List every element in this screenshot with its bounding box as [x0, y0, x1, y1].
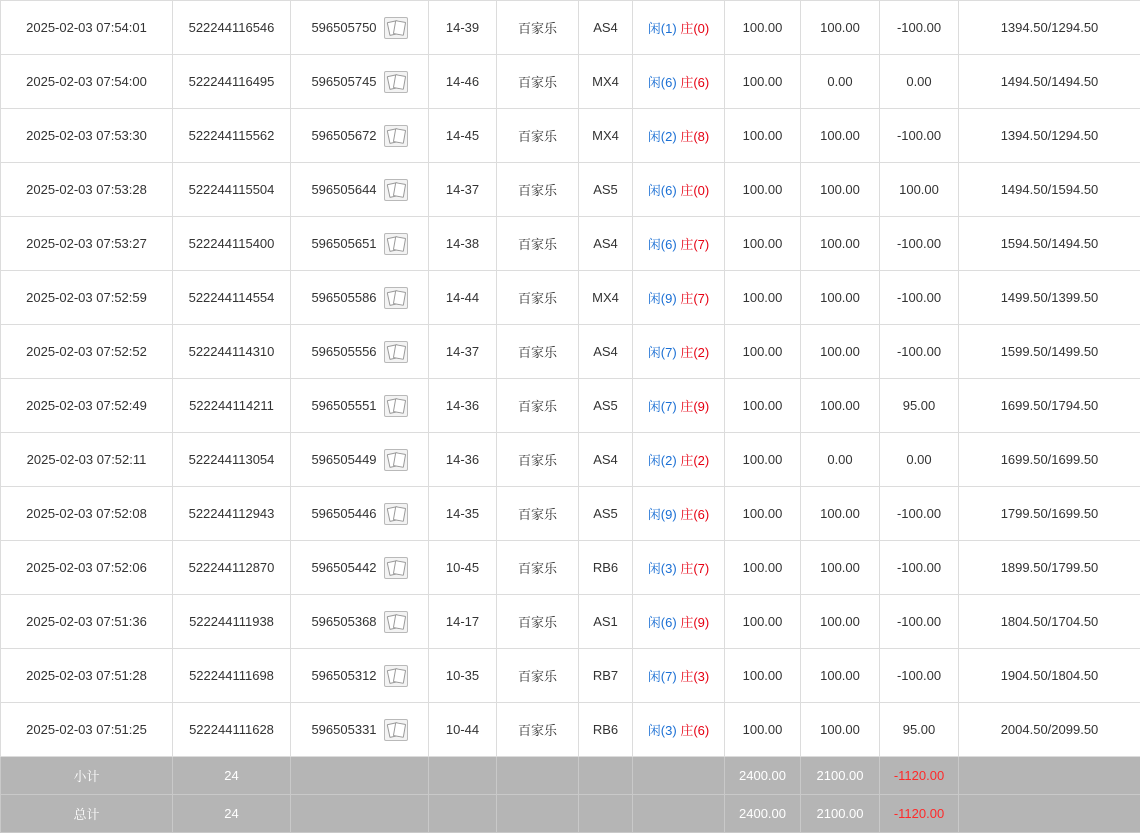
cell-valid-amount: 100.00 — [801, 541, 880, 595]
cell-time: 2025-02-03 07:52:06 — [1, 541, 173, 595]
round-no-text: 596505750 — [311, 20, 376, 35]
cell-round-no — [291, 649, 429, 703]
subtotal-blank-game — [497, 757, 579, 795]
cell-seat: AS5 — [579, 379, 633, 433]
cell-table-no: 10-44 — [429, 703, 497, 757]
cell-amount[interactable]: 100.00 — [725, 217, 801, 271]
cell-valid-amount: 100.00 — [801, 217, 880, 271]
cell-result: 95.00 — [880, 379, 959, 433]
subtotal-blank-round — [291, 757, 429, 795]
playing-cards-icon[interactable] — [384, 719, 408, 741]
cell-table-no: 14-46 — [429, 55, 497, 109]
cell-bet — [633, 595, 725, 649]
bet-banker-label: 庄(7) — [680, 291, 709, 306]
total-blank-balance — [959, 795, 1140, 833]
cell-round-no — [291, 325, 429, 379]
cell-amount[interactable]: 100.00 — [725, 109, 801, 163]
cell-time: 2025-02-03 07:53:30 — [1, 109, 173, 163]
cell-balance: 1494.50/1594.50 — [959, 163, 1140, 217]
total-row — [1, 795, 1140, 833]
cell-game: 百家乐 — [497, 163, 579, 217]
bet-player-label: 闲(2) — [648, 453, 677, 468]
cell-valid-amount: 100.00 — [801, 1, 880, 55]
cell-valid-amount: 100.00 — [801, 595, 880, 649]
cell-round-no — [291, 55, 429, 109]
cell-round-no — [291, 541, 429, 595]
cell-table-no: 14-45 — [429, 109, 497, 163]
cell-bet — [633, 433, 725, 487]
round-no-text: 596505556 — [311, 344, 376, 359]
table-row — [1, 649, 1140, 703]
cell-bet — [633, 325, 725, 379]
cell-result: 0.00 — [880, 433, 959, 487]
cell-balance: 1699.50/1699.50 — [959, 433, 1140, 487]
bet-player-label: 闲(6) — [648, 237, 677, 252]
cell-order-no: 522244115504 — [173, 163, 291, 217]
cell-game: 百家乐 — [497, 487, 579, 541]
playing-cards-icon[interactable] — [384, 449, 408, 471]
total-count: 24 — [173, 795, 291, 833]
total-blank-bet — [633, 795, 725, 833]
cell-round-no — [291, 1, 429, 55]
cell-time: 2025-02-03 07:54:00 — [1, 55, 173, 109]
cell-bet — [633, 217, 725, 271]
cell-order-no: 522244113054 — [173, 433, 291, 487]
bet-banker-label: 庄(6) — [680, 507, 709, 522]
round-no-text: 596505672 — [311, 128, 376, 143]
bet-banker-label: 庄(2) — [680, 453, 709, 468]
total-result: -1120.00 — [880, 795, 959, 833]
cell-game: 百家乐 — [497, 433, 579, 487]
cell-result: -100.00 — [880, 325, 959, 379]
cell-order-no: 522244111628 — [173, 703, 291, 757]
cell-time: 2025-02-03 07:52:52 — [1, 325, 173, 379]
round-no-text: 596505368 — [311, 614, 376, 629]
bet-player-label: 闲(7) — [648, 345, 677, 360]
cell-balance: 1699.50/1794.50 — [959, 379, 1140, 433]
subtotal-amount: 2400.00 — [725, 757, 801, 795]
cell-seat: AS5 — [579, 487, 633, 541]
bet-banker-label: 庄(2) — [680, 345, 709, 360]
cell-game: 百家乐 — [497, 217, 579, 271]
round-no-text: 596505651 — [311, 236, 376, 251]
subtotal-valid-amount: 2100.00 — [801, 757, 880, 795]
cell-time: 2025-02-03 07:51:36 — [1, 595, 173, 649]
cell-round-no — [291, 595, 429, 649]
cell-game: 百家乐 — [497, 325, 579, 379]
cell-amount[interactable]: 100.00 — [725, 271, 801, 325]
cell-bet — [633, 109, 725, 163]
cell-result: 0.00 — [880, 55, 959, 109]
round-no-text: 596505442 — [311, 560, 376, 575]
total-blank-round — [291, 795, 429, 833]
subtotal-blank-seat — [579, 757, 633, 795]
cell-table-no: 14-17 — [429, 595, 497, 649]
cell-amount[interactable]: 100.00 — [725, 325, 801, 379]
cell-order-no: 522244115562 — [173, 109, 291, 163]
cell-balance: 1494.50/1494.50 — [959, 55, 1140, 109]
cell-seat: AS4 — [579, 433, 633, 487]
cell-result: -100.00 — [880, 649, 959, 703]
bet-banker-label: 庄(0) — [680, 21, 709, 36]
cell-time: 2025-02-03 07:54:01 — [1, 1, 173, 55]
cell-result: -100.00 — [880, 487, 959, 541]
table-row — [1, 487, 1140, 541]
cell-valid-amount: 100.00 — [801, 325, 880, 379]
bet-banker-label: 庄(6) — [680, 75, 709, 90]
cell-result: -100.00 — [880, 271, 959, 325]
cell-seat: MX4 — [579, 271, 633, 325]
cell-valid-amount: 0.00 — [801, 433, 880, 487]
cell-valid-amount: 100.00 — [801, 271, 880, 325]
cell-order-no: 522244111698 — [173, 649, 291, 703]
bet-banker-label: 庄(7) — [680, 237, 709, 252]
bet-player-label: 闲(1) — [648, 21, 677, 36]
cell-game: 百家乐 — [497, 55, 579, 109]
cell-order-no: 522244116495 — [173, 55, 291, 109]
cell-balance: 1394.50/1294.50 — [959, 109, 1140, 163]
subtotal-blank-balance — [959, 757, 1140, 795]
cell-amount[interactable]: 100.00 — [725, 379, 801, 433]
playing-cards-icon[interactable] — [384, 179, 408, 201]
cell-balance: 1799.50/1699.50 — [959, 487, 1140, 541]
playing-cards-icon[interactable] — [384, 395, 408, 417]
playing-cards-icon[interactable] — [384, 17, 408, 39]
cell-time: 2025-02-03 07:51:28 — [1, 649, 173, 703]
cell-order-no: 522244111938 — [173, 595, 291, 649]
cell-result: 95.00 — [880, 703, 959, 757]
bet-player-label: 闲(6) — [648, 615, 677, 630]
cell-balance: 1804.50/1704.50 — [959, 595, 1140, 649]
table-row — [1, 163, 1140, 217]
table-row — [1, 595, 1140, 649]
cell-valid-amount: 100.00 — [801, 163, 880, 217]
cell-valid-amount: 100.00 — [801, 703, 880, 757]
cell-game: 百家乐 — [497, 703, 579, 757]
bet-banker-label: 庄(9) — [680, 615, 709, 630]
cell-table-no: 14-36 — [429, 433, 497, 487]
cell-order-no: 522244116546 — [173, 1, 291, 55]
bet-player-label: 闲(9) — [648, 507, 677, 522]
playing-cards-icon[interactable] — [384, 287, 408, 309]
bet-player-label: 闲(3) — [648, 561, 677, 576]
table-row — [1, 271, 1140, 325]
table-row — [1, 1, 1140, 55]
cell-bet — [633, 163, 725, 217]
playing-cards-icon[interactable] — [384, 233, 408, 255]
round-no-text: 596505312 — [311, 668, 376, 683]
cell-order-no: 522244115400 — [173, 217, 291, 271]
cell-table-no: 14-37 — [429, 325, 497, 379]
cell-order-no: 522244112870 — [173, 541, 291, 595]
cell-table-no: 14-39 — [429, 1, 497, 55]
playing-cards-icon[interactable] — [384, 665, 408, 687]
cell-game: 百家乐 — [497, 541, 579, 595]
cell-game: 百家乐 — [497, 649, 579, 703]
playing-cards-icon[interactable] — [384, 341, 408, 363]
table-row — [1, 379, 1140, 433]
cell-bet — [633, 379, 725, 433]
cell-bet — [633, 541, 725, 595]
cell-time: 2025-02-03 07:52:11 — [1, 433, 173, 487]
cell-result: 100.00 — [880, 163, 959, 217]
subtotal-blank-table — [429, 757, 497, 795]
cell-game: 百家乐 — [497, 271, 579, 325]
cell-round-no — [291, 487, 429, 541]
bet-player-label: 闲(6) — [648, 183, 677, 198]
table-row — [1, 541, 1140, 595]
cell-bet — [633, 703, 725, 757]
total-amount: 2400.00 — [725, 795, 801, 833]
table-row — [1, 109, 1140, 163]
cell-amount[interactable]: 100.00 — [725, 703, 801, 757]
bet-player-label: 闲(7) — [648, 399, 677, 414]
cell-time: 2025-02-03 07:52:08 — [1, 487, 173, 541]
bet-player-label: 闲(3) — [648, 723, 677, 738]
cell-balance: 1499.50/1399.50 — [959, 271, 1140, 325]
cell-result: -100.00 — [880, 1, 959, 55]
playing-cards-icon[interactable] — [384, 611, 408, 633]
cell-balance: 1394.50/1294.50 — [959, 1, 1140, 55]
bet-banker-label: 庄(0) — [680, 183, 709, 198]
cell-result: -100.00 — [880, 595, 959, 649]
playing-cards-icon[interactable] — [384, 71, 408, 93]
cell-balance: 1904.50/1804.50 — [959, 649, 1140, 703]
cell-table-no: 10-35 — [429, 649, 497, 703]
round-no-text: 596505446 — [311, 506, 376, 521]
cell-time: 2025-02-03 07:53:28 — [1, 163, 173, 217]
cell-result: -100.00 — [880, 109, 959, 163]
cell-valid-amount: 100.00 — [801, 379, 880, 433]
cell-balance: 1899.50/1799.50 — [959, 541, 1140, 595]
subtotal-blank-bet — [633, 757, 725, 795]
round-no-text: 596505586 — [311, 290, 376, 305]
cell-balance: 1594.50/1494.50 — [959, 217, 1140, 271]
round-no-text: 596505551 — [311, 398, 376, 413]
cell-table-no: 14-35 — [429, 487, 497, 541]
cell-game: 百家乐 — [497, 1, 579, 55]
playing-cards-icon[interactable] — [384, 503, 408, 525]
subtotal-count: 24 — [173, 757, 291, 795]
subtotal-row — [1, 757, 1140, 795]
cell-round-no — [291, 433, 429, 487]
total-blank-game — [497, 795, 579, 833]
total-blank-seat — [579, 795, 633, 833]
bet-banker-label: 庄(8) — [680, 129, 709, 144]
cell-bet — [633, 271, 725, 325]
cell-bet — [633, 649, 725, 703]
total-blank-table — [429, 795, 497, 833]
cell-bet — [633, 487, 725, 541]
bet-banker-label: 庄(6) — [680, 723, 709, 738]
cell-seat: AS4 — [579, 1, 633, 55]
cell-table-no: 10-45 — [429, 541, 497, 595]
total-valid-amount: 2100.00 — [801, 795, 880, 833]
cell-seat: AS4 — [579, 217, 633, 271]
cell-table-no: 14-38 — [429, 217, 497, 271]
table-row — [1, 217, 1140, 271]
round-no-text: 596505449 — [311, 452, 376, 467]
cell-result: -100.00 — [880, 217, 959, 271]
bet-player-label: 闲(2) — [648, 129, 677, 144]
cell-amount[interactable]: 100.00 — [725, 433, 801, 487]
cell-round-no — [291, 163, 429, 217]
bet-player-label: 闲(9) — [648, 291, 677, 306]
bet-banker-label: 庄(3) — [680, 669, 709, 684]
cell-bet — [633, 55, 725, 109]
round-no-text: 596505331 — [311, 722, 376, 737]
cell-seat: AS1 — [579, 595, 633, 649]
cell-seat: AS5 — [579, 163, 633, 217]
cell-seat: RB6 — [579, 541, 633, 595]
total-label: 总计 — [1, 795, 173, 833]
cell-seat: MX4 — [579, 55, 633, 109]
cell-seat: AS4 — [579, 325, 633, 379]
cell-round-no — [291, 109, 429, 163]
table-row — [1, 325, 1140, 379]
cell-amount[interactable]: 100.00 — [725, 55, 801, 109]
cell-amount[interactable]: 100.00 — [725, 541, 801, 595]
round-no-text: 596505644 — [311, 182, 376, 197]
cell-time: 2025-02-03 07:52:49 — [1, 379, 173, 433]
cell-round-no — [291, 703, 429, 757]
subtotal-label: 小计 — [1, 757, 173, 795]
cell-table-no: 14-37 — [429, 163, 497, 217]
cell-order-no: 522244114211 — [173, 379, 291, 433]
cell-time: 2025-02-03 07:51:25 — [1, 703, 173, 757]
cell-order-no: 522244112943 — [173, 487, 291, 541]
cell-round-no — [291, 379, 429, 433]
cell-game: 百家乐 — [497, 595, 579, 649]
cell-valid-amount: 100.00 — [801, 649, 880, 703]
table-row — [1, 55, 1140, 109]
cell-seat: RB6 — [579, 703, 633, 757]
cell-order-no: 522244114310 — [173, 325, 291, 379]
playing-cards-icon[interactable] — [384, 125, 408, 147]
bet-banker-label: 庄(9) — [680, 399, 709, 414]
cell-amount[interactable]: 100.00 — [725, 487, 801, 541]
cell-amount[interactable]: 100.00 — [725, 163, 801, 217]
bet-player-label: 闲(7) — [648, 669, 677, 684]
cell-time: 2025-02-03 07:52:59 — [1, 271, 173, 325]
cell-amount[interactable]: 100.00 — [725, 649, 801, 703]
cell-seat: RB7 — [579, 649, 633, 703]
cell-seat: MX4 — [579, 109, 633, 163]
cell-amount[interactable]: 100.00 — [725, 595, 801, 649]
cell-table-no: 14-36 — [429, 379, 497, 433]
cell-valid-amount: 100.00 — [801, 109, 880, 163]
table-row — [1, 433, 1140, 487]
cell-balance: 2004.50/2099.50 — [959, 703, 1140, 757]
cell-result: -100.00 — [880, 541, 959, 595]
round-no-text: 596505745 — [311, 74, 376, 89]
cell-valid-amount: 0.00 — [801, 55, 880, 109]
cell-round-no — [291, 271, 429, 325]
cell-order-no: 522244114554 — [173, 271, 291, 325]
cell-balance: 1599.50/1499.50 — [959, 325, 1140, 379]
bet-banker-label: 庄(7) — [680, 561, 709, 576]
cell-game: 百家乐 — [497, 109, 579, 163]
cell-game: 百家乐 — [497, 379, 579, 433]
cell-round-no — [291, 217, 429, 271]
playing-cards-icon[interactable] — [384, 557, 408, 579]
cell-amount[interactable]: 100.00 — [725, 1, 801, 55]
cell-bet — [633, 1, 725, 55]
bet-player-label: 闲(6) — [648, 75, 677, 90]
cell-table-no: 14-44 — [429, 271, 497, 325]
cell-time: 2025-02-03 07:53:27 — [1, 217, 173, 271]
table-row — [1, 703, 1140, 757]
subtotal-result: -1120.00 — [880, 757, 959, 795]
cell-valid-amount: 100.00 — [801, 487, 880, 541]
